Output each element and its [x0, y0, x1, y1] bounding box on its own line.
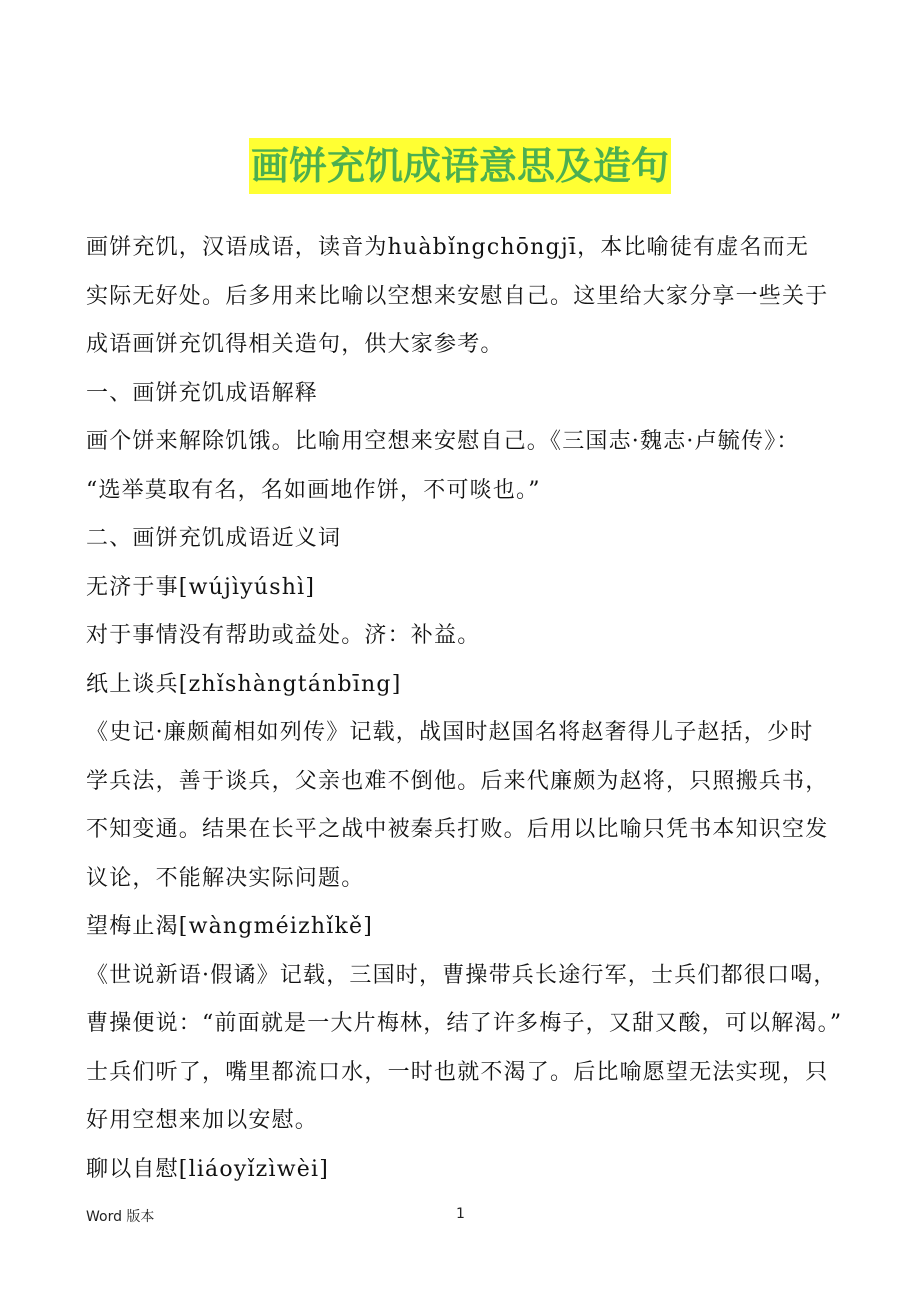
paragraph-line: 《史记·廉颇蔺相如列传》记载，战国时赵国名将赵奢得儿子赵括，少时 [86, 720, 814, 745]
document-body [86, 224, 843, 1194]
paragraph-line: 学兵法，善于谈兵，父亲也难不倒他。后来代廉颇为赵将，只照搬兵书， [86, 768, 829, 794]
paragraph-line: 画个饼来解除饥饿。比喻用空想来安慰自己。《三国志·魏志·卢毓传》： [86, 429, 800, 454]
paragraph-line: 议论，不能解决实际问题。 [86, 865, 365, 891]
paragraph-line: 对于事情没有帮助或益处。济：补益。 [86, 623, 481, 648]
paragraph-line: 不知变通。结果在长平之战中被秦兵打败。后用以比喻只凭书本知识空发 [86, 817, 829, 842]
paragraph-line: 实际无好处。后多用来比喻以空想来安慰自己。这里给大家分享一些关于 [86, 283, 829, 309]
paragraph-line: 曹操便说：“前面就是一大片梅林，结了许多梅子，又甜又酸，可以解渴。” [86, 1011, 843, 1036]
idiom-entry: 聊以自慰[liáoyǐzìwèi] [86, 1156, 329, 1182]
paragraph-line: 《世说新语·假谲》记载，三国时，曹操带兵长途行军，士兵们都很口喝， [86, 962, 837, 988]
footer-label: Word 版本 [86, 1209, 155, 1225]
paragraph-line: 画饼充饥，汉语成语，读音为huàbǐngchōngjī，本比喻徒有虚名而无 [86, 235, 810, 260]
paragraph-line: 士兵们听了，嘴里都流口水，一时也就不渴了。后比喻愿望无法实现，只 [86, 1059, 829, 1085]
section-heading: 二、画饼充饥成语近义词 [86, 526, 342, 551]
idiom-entry: 望梅止渴[wàngméizhǐkě] [86, 914, 374, 939]
paragraph-line: 成语画饼充饥得相关造句，供大家参考。 [86, 332, 504, 357]
page-number: 1 [456, 1206, 465, 1222]
title-container [0, 138, 920, 194]
paragraph-line: 好用空想来加以安慰。 [86, 1108, 319, 1133]
paragraph-line: “选举莫取有名，名如画地作饼，不可啖也。” [86, 477, 541, 503]
section-heading: 一、画饼充饥成语解释 [86, 380, 319, 406]
idiom-entry: 无济于事[wújìyúshì] [86, 574, 316, 600]
document-title: 画饼充饥成语意思及造句 [249, 138, 671, 194]
idiom-entry: 纸上谈兵[zhǐshàngtánbīng] [86, 671, 402, 697]
